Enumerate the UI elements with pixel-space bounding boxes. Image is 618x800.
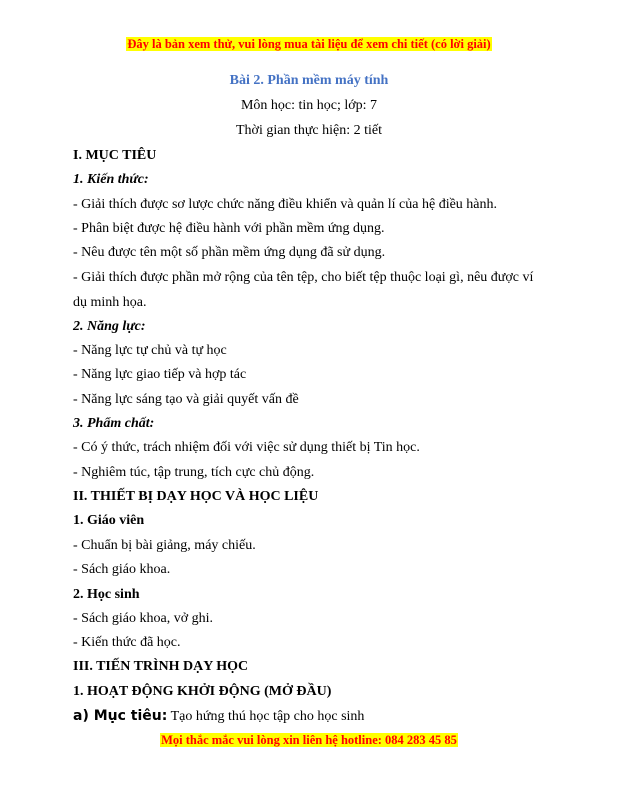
student-item: - Kiến thức đã học. bbox=[73, 635, 181, 650]
knowledge-item: - Nêu được tên một số phần mềm ứng dụng đã sử dụng. bbox=[73, 245, 386, 260]
section-process-heading: III. TIẾN TRÌNH DẠY HỌC bbox=[73, 659, 249, 674]
section-equipment-heading: II. THIẾT BỊ DẠY HỌC VÀ HỌC LIỆU bbox=[73, 489, 319, 504]
lesson-title: Bài 2. Phần mềm máy tính bbox=[229, 73, 389, 88]
student-heading: 2. Học sinh bbox=[73, 587, 140, 602]
teacher-item: - Chuẩn bị bài giảng, máy chiếu. bbox=[73, 538, 256, 553]
competence-item: - Năng lực tự chủ và tự học bbox=[73, 343, 227, 358]
hotline-text: Mọi thắc mắc vui lòng xin liên hệ hotline: 084 283 45 85 bbox=[161, 733, 457, 747]
quality-item: - Nghiêm túc, tập trung, tích cực chủ động. bbox=[73, 465, 315, 480]
knowledge-item: - Giải thích được phần mở rộng của tên tệp, cho biết tệp thuộc loại gì, nêu được ví bbox=[73, 270, 534, 285]
objective-label: a) Mục tiêu: bbox=[73, 708, 168, 724]
activity-heading: 1. HOẠT ĐỘNG KHỞI ĐỘNG (MỞ ĐẦU) bbox=[73, 684, 332, 699]
knowledge-item: - Giải thích được sơ lược chức năng điều khiển và quản lí của hệ điều hành. bbox=[73, 197, 498, 212]
objective-text: Tạo hứng thú học tập cho học sinh bbox=[167, 709, 365, 724]
student-item: - Sách giáo khoa, vở ghi. bbox=[73, 611, 213, 626]
teacher-item: - Sách giáo khoa. bbox=[73, 562, 171, 577]
hotline-banner bbox=[0, 733, 618, 748]
duration-line: Thời gian thực hiện: 2 tiết bbox=[235, 123, 382, 138]
preview-notice-banner bbox=[0, 37, 618, 52]
knowledge-item: - Phân biệt được hệ điều hành với phần mềm ứng dụng. bbox=[73, 221, 385, 236]
subject-line: Môn học: tin học; lớp: 7 bbox=[240, 98, 378, 113]
quality-item: - Có ý thức, trách nhiệm đối với việc sử dụng thiết bị Tin học. bbox=[73, 440, 420, 455]
competence-heading: 2. Năng lực: bbox=[73, 319, 146, 334]
knowledge-item-continuation: dụ minh họa. bbox=[73, 295, 147, 310]
objective-line bbox=[73, 707, 364, 726]
knowledge-heading: 1. Kiến thức: bbox=[73, 172, 149, 187]
competence-item: - Năng lực sáng tạo và giải quyết vấn đề bbox=[73, 392, 299, 407]
competence-item: - Năng lực giao tiếp và hợp tác bbox=[73, 367, 247, 382]
section-objectives-heading: I. MỤC TIÊU bbox=[73, 148, 157, 163]
preview-notice-text: Đây là bản xem thử, vui lòng mua tài liệu để xem chi tiết (có lời giải) bbox=[127, 37, 491, 51]
teacher-heading: 1. Giáo viên bbox=[73, 513, 145, 528]
quality-heading: 3. Phẩm chất: bbox=[73, 416, 155, 431]
